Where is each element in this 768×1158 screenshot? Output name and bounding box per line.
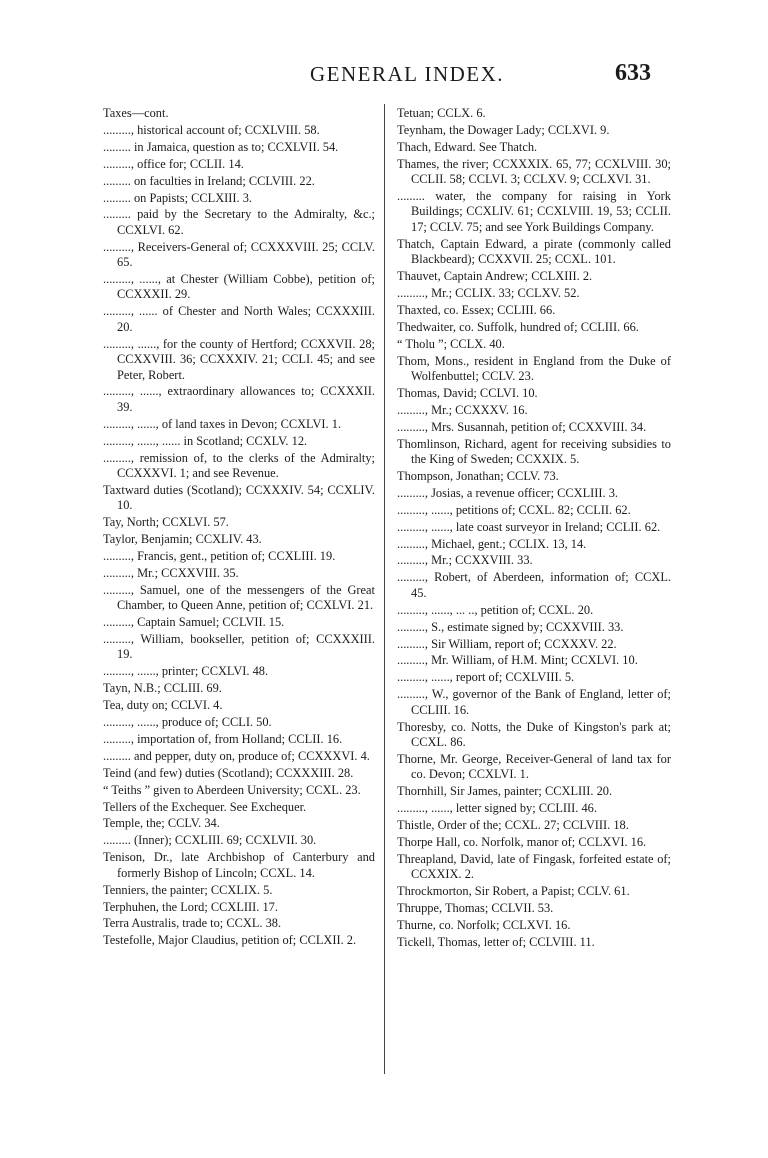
page-title: GENERAL INDEX.: [310, 62, 505, 86]
index-entry: Thedwaiter, co. Suffolk, hundred of; CCLIII. 66.: [397, 319, 639, 334]
index-entry: Thomas, David; CCLVI. 10.: [397, 385, 538, 400]
index-entry: Thruppe, Thomas; CCLVII. 53.: [397, 901, 554, 915]
index-entry: ......... and pepper, duty on, produce of; CCXXXVI. 4.: [103, 748, 370, 763]
index-entry: Thompson, Jonathan; CCLV. 73.: [397, 468, 559, 483]
index-entry: ........., Sir William, report of; CCXXXV. 22.: [397, 636, 617, 651]
index-entry: Teind (and few) duties (Scotland); CCXXXIII. 28.: [103, 765, 354, 780]
index-entry: ........., Mrs. Susannah, petition of; CCXXVIII. 34.: [397, 419, 647, 434]
index-entry: ........., office for; CCLII. 14.: [103, 156, 244, 171]
index-entry: ........., importation of, from Holland; CCLII. 16.: [103, 731, 343, 746]
index-entry: Thames, the river; CCXXXIX. 65, 77; CCXLVIII. 30; CCLII. 58; CCLVI. 3; CCLXV. 9; CCLXVI. 31.: [397, 156, 671, 187]
index-entry: ........., ...... of Chester and North Wales; CCXXXIII. 20.: [103, 304, 375, 334]
index-entry: Tetuan; CCLX. 6.: [397, 106, 486, 120]
index-entry: Tickell, Thomas, letter of; CCLVIII. 11.: [397, 934, 595, 949]
index-entry: Terra Australis, trade to; CCXL. 38.: [103, 916, 282, 931]
index-entry: ........., Captain Samuel; CCLVII. 15.: [103, 615, 285, 630]
index-entry: ........., S., estimate signed by; CCXXVIII. 33.: [397, 619, 624, 634]
index-entry: Tay, North; CCXLVI. 57.: [103, 515, 229, 530]
index-entry: ........., Josias, a revenue officer; CCXLIII. 3.: [397, 485, 619, 500]
index-entry: ........., ......, ... .., petition of; CCXL. 20.: [397, 602, 594, 617]
index-entry: ........., historical account of; CCXLVIII. 58.: [103, 122, 320, 137]
index-entry: Thom, Mons., resident in England from the Duke of Wolfenbuttel; CCLV. 23.: [397, 353, 671, 383]
page-header: [0, 62, 768, 92]
index-entry: ........., ......, extraordinary allowances to; CCXXXII. 39.: [103, 384, 375, 414]
index-entry: “ Teiths ” given to Aberdeen University; CCXL. 23.: [103, 782, 361, 797]
index-entry: ......... paid by the Secretary to the Admiralty, &c.; CCXLVI. 62.: [103, 207, 375, 237]
index-entry: ........., ......, report of; CCXLVIII. 5.: [397, 670, 575, 685]
index-entry: ........., ......, ...... in Scotland; CCXLV. 12.: [103, 433, 308, 448]
index-entry: ........., ......, of land taxes in Devon; CCXLVI. 1.: [103, 416, 342, 431]
index-entry: Teynham, the Dowager Lady; CCLXVI. 9.: [397, 122, 610, 137]
index-entry: ........., ......, printer; CCXLVI. 48.: [103, 664, 269, 679]
index-entry: Thomlinson, Richard, agent for receiving subsidies to the King of Sweden; CCXXIX. 5.: [397, 436, 671, 467]
index-column-right: [397, 106, 671, 952]
index-entry: ........., William, bookseller, petition of; CCXXXIII. 19.: [103, 632, 375, 662]
index-entry: Thorne, Mr. George, Receiver-General of land tax for co. Devon; CCXLVI. 1.: [397, 751, 671, 782]
index-entry: “ Tholu ”; CCLX. 40.: [397, 336, 505, 351]
index-entry: Throckmorton, Sir Robert, a Papist; CCLV. 61.: [397, 884, 630, 899]
index-entry: ........., remission of, to the clerks of the Admiralty; CCXXXVI. 1; and see Revenue.: [103, 450, 375, 480]
index-entry: Threapland, David, late of Fingask, forfeited estate of; CCXXIX. 2.: [397, 851, 671, 882]
index-entry: ........., Receivers-General of; CCXXXVIII. 25; CCLV. 65.: [103, 239, 375, 270]
index-entry: ........., Mr.; CCLIX. 33; CCLXV. 52.: [397, 285, 580, 300]
index-entry: ......... on Papists; CCLXIII. 3.: [103, 190, 253, 205]
index-entry: Thorpe Hall, co. Norfolk, manor of; CCLXVI. 16.: [397, 834, 647, 849]
index-entry: Tayn, N.B.; CCLIII. 69.: [103, 681, 222, 696]
index-entry: Tea, duty on; CCLVI. 4.: [103, 698, 223, 713]
index-entry: ........., W., governor of the Bank of England, letter of; CCLIII. 16.: [397, 687, 671, 717]
index-entry: Tellers of the Exchequer. See Exchequer.: [103, 799, 307, 814]
index-entry: ........., Mr. William, of H.M. Mint; CCXLVI. 10.: [397, 653, 638, 668]
index-entry: Terphuhen, the Lord; CCXLIII. 17.: [103, 899, 278, 914]
index-entry: Thurne, co. Norfolk; CCLXVI. 16.: [397, 917, 571, 932]
index-entry: ........., Francis, gent., petition of; CCXLIII. 19.: [103, 548, 336, 563]
index-entry: ........., ......, produce of; CCLI. 50.: [103, 715, 272, 730]
column-divider: [384, 104, 385, 1074]
index-entry: Thornhill, Sir James, painter; CCXLIII. 20.: [397, 784, 613, 799]
index-entry: ........., ......, late coast surveyor in Ireland; CCLII. 62.: [397, 519, 661, 534]
index-entry: ......... water, the company for raising in York Buildings; CCXLIV. 61; CCXLVIII. 19, 53; CCLII. 17; CCLV. 75; and see York Buildings Company.: [397, 189, 671, 234]
index-entry: Taylor, Benjamin; CCXLIV. 43.: [103, 532, 262, 547]
index-entry: Thaxted, co. Essex; CCLIII. 66.: [397, 302, 556, 317]
index-entry: Testefolle, Major Claudius, petition of; CCLXII. 2.: [103, 933, 357, 948]
index-entry: ........., ......, letter signed by; CCLIII. 46.: [397, 801, 597, 816]
index-column-left: [103, 106, 375, 950]
index-entry: Tenniers, the painter; CCXLIX. 5.: [103, 882, 273, 897]
index-entry: Thistle, Order of the; CCXL. 27; CCLVIII. 18.: [397, 817, 629, 832]
index-entry: ........., ......, petitions of; CCXL. 82; CCLII. 62.: [397, 502, 631, 517]
index-entry: Temple, the; CCLV. 34.: [103, 816, 220, 831]
index-entry: Thatch, Captain Edward, a pirate (commonly called Blackbeard); CCXXVII. 25; CCXL. 101.: [397, 236, 671, 267]
index-entry: ........., Michael, gent.; CCLIX. 13, 14.: [397, 536, 587, 551]
index-entry: Taxtward duties (Scotland); CCXXXIV. 54; CCXLIV. 10.: [103, 482, 375, 513]
index-entry: ........., ......, at Chester (William Cobbe), petition of; CCXXXII. 29.: [103, 272, 375, 302]
page-number: 633: [615, 60, 651, 86]
index-entry: ......... (Inner); CCXLIII. 69; CCXLVII. 30.: [103, 833, 317, 848]
index-entry: ........., Mr.; CCXXVIII. 33.: [397, 553, 533, 568]
index-entry: ........., Mr.; CCXXVIII. 35.: [103, 565, 239, 580]
index-entry: ......... in Jamaica, question as to; CCXLVII. 54.: [103, 139, 339, 154]
index-entry: ........., Samuel, one of the messengers of the Great Chamber, to Queen Anne, petition of; CCXLVI. 21.: [103, 582, 375, 613]
index-entry: Tenison, Dr., late Archbishop of Canterbury and formerly Bishop of Lincoln; CCXL. 14.: [103, 850, 375, 880]
index-entry: ......... on faculties in Ireland; CCLVIII. 22.: [103, 173, 315, 188]
index-entry: Thauvet, Captain Andrew; CCLXIII. 2.: [397, 269, 593, 284]
index-entry: Thach, Edward. See Thatch.: [397, 139, 538, 154]
index-entry: Thoresby, co. Notts, the Duke of Kingston's park at; CCXL. 86.: [397, 719, 671, 749]
index-entry: ........., Robert, of Aberdeen, information of; CCXL. 45.: [397, 570, 671, 600]
index-entry: Taxes—cont.: [103, 106, 169, 120]
index-entry: ........., Mr.; CCXXXV. 16.: [397, 402, 528, 417]
index-entry: ........., ......, for the county of Hertford; CCXXVII. 28; CCXXVIII. 36; CCXXXIV. 21; CCLI. 45; and see Peter, Robert.: [103, 336, 375, 382]
